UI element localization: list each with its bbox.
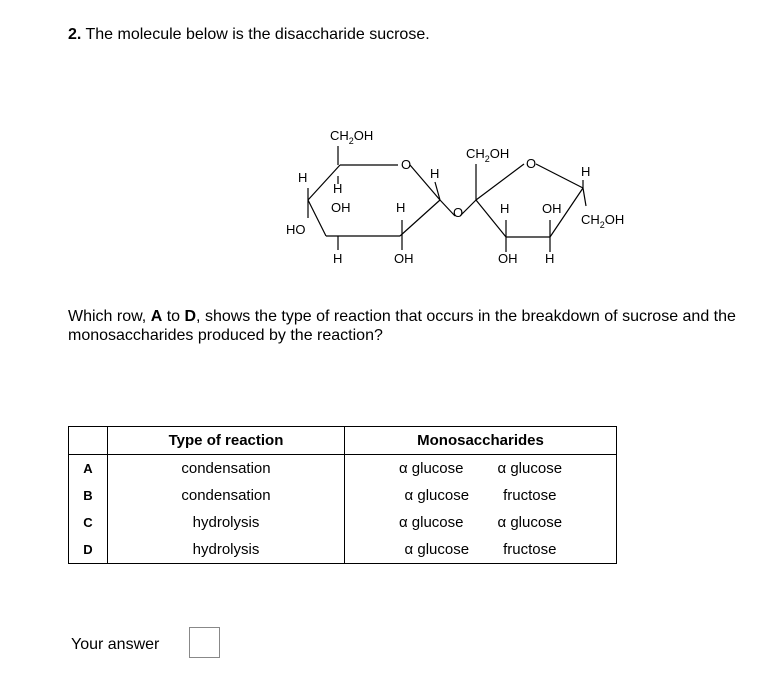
label-oh-c3: OH [331,200,351,215]
your-answer-label: Your answer [71,636,160,653]
label-ho-c4: HO [286,222,306,237]
header-monosaccharides: Monosaccharides [345,427,617,455]
fructose-ring [476,164,586,252]
table-row [69,482,617,509]
label-h-bottom-c3: H [333,251,343,266]
question-intro: The molecule below is the disaccharide sucrose. [85,26,430,43]
label-h-fructose-c3: H [500,201,510,216]
row-monosaccharides: α glucose α glucose [345,455,617,483]
label-h-fructose-c5: H [581,164,591,179]
row-monosaccharides: α glucose fructose [345,482,617,509]
header-type-of-reaction: Type of reaction [108,427,345,455]
row-monosaccharides: α glucose fructose [345,536,617,564]
glucose-ring [308,146,476,250]
row-reaction-type: hydrolysis [108,509,345,536]
label-ch2oh-fructose-top: $CH_2OH$ [466,146,510,164]
row-monosaccharides: α glucose α glucose [345,509,617,536]
label-ring-oxygen-glucose: O [401,157,412,172]
question-prompt: Which row, A to D, shows the type of reaction that occurs in the breakdown of sucrose and the monosaccharides produced by the reaction? [68,308,736,344]
answer-options-table [68,426,617,564]
row-letter: C [69,509,108,536]
row-letter: D [69,536,108,564]
label-oh-fructose-c4: OH [542,201,562,216]
table-row [69,509,617,536]
row-letter: B [69,482,108,509]
table-header-row [69,427,617,455]
label-ch2oh-glucose: $CH_2OH$ [330,128,374,146]
label-ring-oxygen-fructose: O [526,156,537,171]
label-h-fructose-c4: H [545,251,555,266]
label-h-c1: H [430,166,440,181]
table-row [69,536,617,564]
label-oh-fructose-c3: OH [498,251,518,266]
label-h-c2: H [396,200,406,215]
question-title [68,26,430,44]
question-number: 2. [68,26,82,43]
table-row [69,455,617,483]
row-letter: A [69,455,108,483]
label-h-c3: H [333,181,343,196]
row-reaction-type: hydrolysis [108,536,345,564]
sucrose-structure-diagram [270,120,650,280]
answer-input-box[interactable] [189,627,220,658]
label-h-c4: H [298,170,308,185]
row-reaction-type: condensation [108,482,345,509]
label-oh-c2: OH [394,251,414,266]
label-ch2oh-fructose-right: $CH_2OH$ [581,212,625,230]
row-reaction-type: condensation [108,455,345,483]
label-glycosidic-oxygen: O [453,205,464,220]
